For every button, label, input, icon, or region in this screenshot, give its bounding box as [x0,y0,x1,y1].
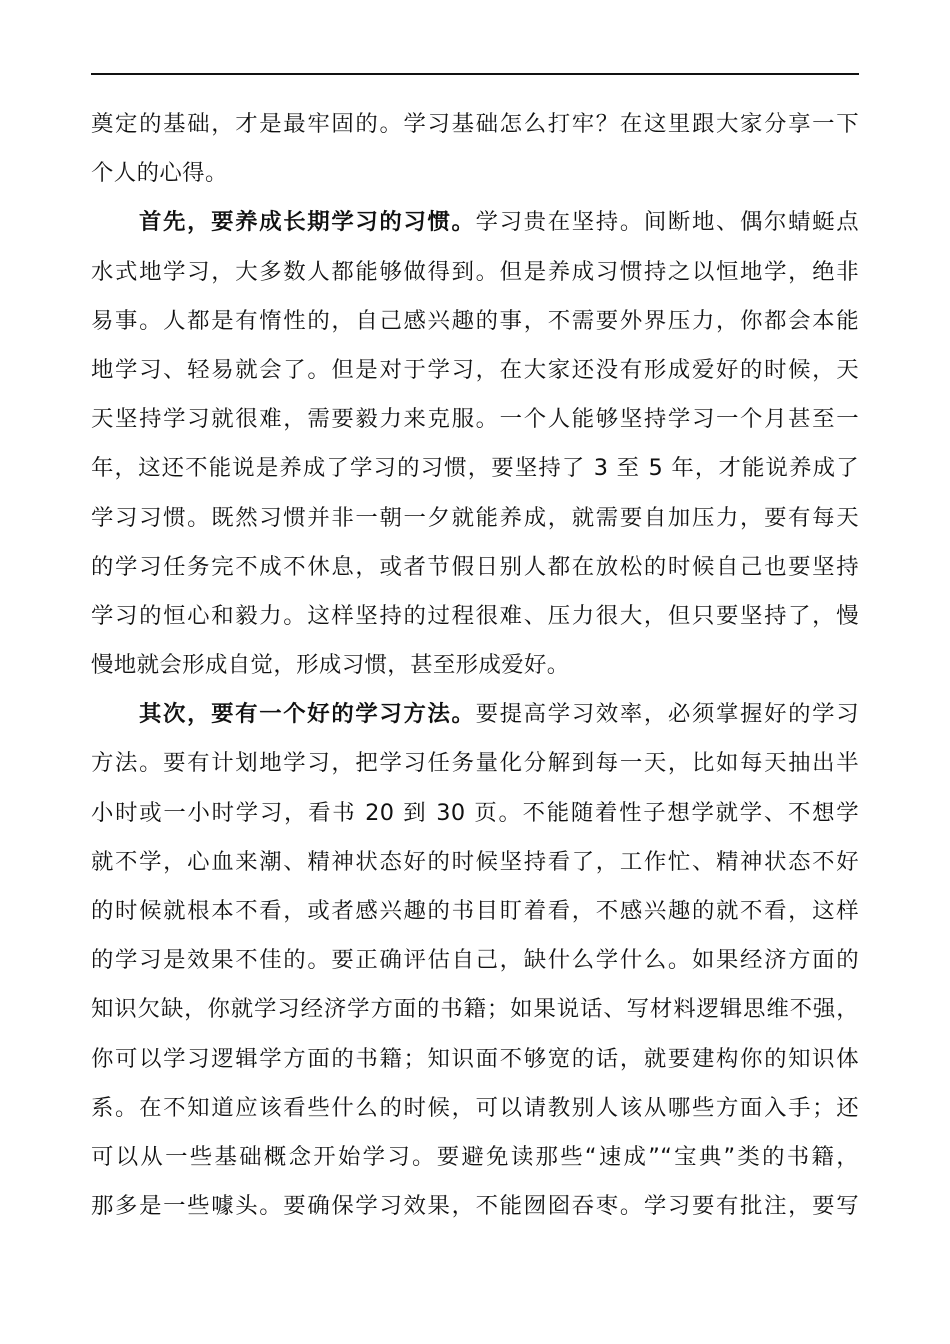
text-line: 地学习、轻易就会了。但是对于学习，在大家还没有形成爱好的时候，天 [91,356,859,383]
text-line: 的时候就根本不看，或者感兴趣的书目盯着看，不感兴趣的就不看，这样 [91,898,859,924]
text-span: 学习贵在坚持。间断地、偶尔蜻蜓点 [475,209,859,236]
paragraph-first-line [91,198,859,247]
paragraph-lead-heading: 其次，要有一个好的学习方法。 [139,701,476,728]
text-line: 易事。人都是有惰性的，自己感兴趣的事，不需要外界压力，你都会本能 [91,307,859,334]
text-line: 的学习任务完不成不休息，或者节假日别人都在放松的时候自己也要坚持 [91,553,859,580]
text-line: 学习的恒心和毅力。这样坚持的过程很难、压力很大，但只要坚持了，慢 [91,602,859,629]
text-span: 要提高学习效率，必须掌握好的学习 [475,701,859,728]
header-rule [91,73,859,75]
text-line: 水式地学习，大多数人都能够做得到。但是养成习惯持之以恒地学，绝非 [91,258,859,285]
text-line: 奠定的基础，才是最牢固的。学习基础怎么打牢？在这里跟大家分享一下 [91,111,859,137]
text-line: 个人的心得。 [91,160,228,187]
text-line: 那多是一些噱头。要确保学习效果，不能囫囵吞枣。学习要有批注，要写 [91,1193,859,1220]
text-line: 你可以学习逻辑学方面的书籍；知识面不够宽的话，就要建构你的知识体 [91,1045,859,1072]
text-line: 天坚持学习就很难，需要毅力来克服。一个人能够坚持学习一个月甚至一 [91,406,859,433]
text-line: 慢地就会形成自觉，形成习惯，甚至形成爱好。 [91,652,570,679]
document-body [91,100,859,1231]
text-line: 的学习是效果不佳的。要正确评估自己，缺什么学什么。如果经济方面的 [91,947,859,974]
text-line: 知识欠缺，你就学习经济学方面的书籍；如果说话、写材料逻辑思维不强， [91,996,859,1023]
text-line: 小时或一小时学习，看书 20 到 30 页。不能随着性子想学就学、不想学 [91,799,859,826]
text-line: 就不学，心血来潮、精神状态好的时候坚持看了，工作忙、精神状态不好 [91,848,859,875]
text-line: 系。在不知道应该看些什么的时候，可以请教别人该从哪些方面入手；还 [91,1094,859,1121]
text-line: 可以从一些基础概念开始学习。要避免读那些“速成”“宝典”类的书籍， [91,1143,859,1170]
text-line: 年，这还不能说是养成了学习的习惯，要坚持了 3 至 5 年，才能说养成了 [91,455,859,482]
paragraph-lead-heading: 首先，要养成长期学习的习惯。 [139,209,476,236]
paragraph-first-line [91,690,859,739]
text-line: 学习习惯。既然习惯并非一朝一夕就能养成，就需要自加压力，要有每天 [91,504,859,531]
text-line: 方法。要有计划地学习，把学习任务量化分解到每一天，比如每天抽出半 [91,750,859,777]
